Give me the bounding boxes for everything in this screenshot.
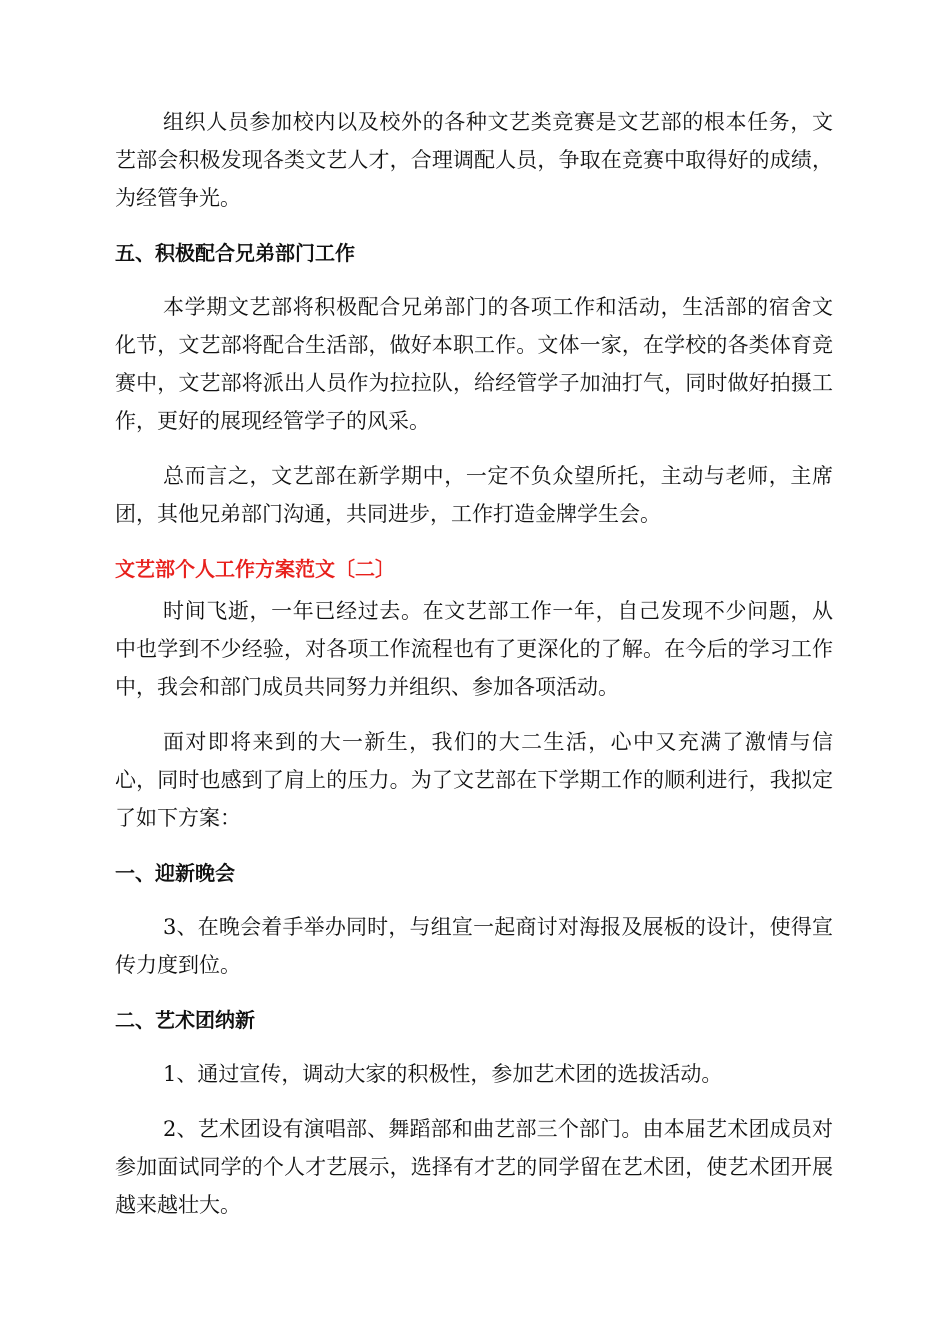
- paragraph-troupe-departments: 2、艺术团设有演唱部、舞蹈部和曲艺部三个部门。由本届艺术团成员对参加面试同学的个人才艺展示，选择有才艺的同学留在艺术团，使艺术团开展越来越壮大。: [115, 1117, 833, 1217]
- paragraph-summary: 总而言之，文艺部在新学期中，一定不负众望所托，主动与老师，主席团，其他兄弟部门沟通，共同进步，工作打造金牌学生会。: [115, 464, 833, 526]
- paragraph-year-review: 时间飞逝，一年已经过去。在文艺部工作一年，自己发现不少问题，从中也学到不少经验，对各项工作流程也有了更深化的了解。在今后的学习工作中，我会和部门成员共同努力并组织、参加各项活动。: [115, 599, 833, 699]
- paragraph-selection: 1、通过宣传，调动大家的积极性，参加艺术团的选拔活动。: [163, 1062, 723, 1086]
- heading-art-troupe-recruitment: 二、艺术团纳新: [115, 1008, 255, 1032]
- paragraph-publicity: 3、在晚会着手举办同时，与组宣一起商讨对海报及展板的设计，使得宣传力度到位。: [115, 915, 833, 977]
- paragraph-cooperation: 本学期文艺部将积极配合兄弟部门的各项工作和活动，生活部的宿舍文化节，文艺部将配合生活部，做好本职工作。文体一家，在学校的各类体育竞赛中，文艺部将派出人员作为拉拉队，给经管学子加油打气，同时做好拍摄工作，更好的展现经管学子的风采。: [115, 295, 833, 433]
- document-body: [115, 103, 833, 1241]
- heading-cooperate-departments: 五、积极配合兄弟部门工作: [115, 241, 355, 265]
- heading-welcome-party: 一、迎新晚会: [115, 861, 235, 885]
- paragraph-competitions: 组织人员参加校内以及校外的各种文艺类竞赛是文艺部的根本任务，文艺部会积极发现各类文艺人才，合理调配人员，争取在竞赛中取得好的成绩，为经管争光。: [115, 110, 833, 210]
- section-title: 文艺部个人工作方案范文〔二〕: [115, 557, 395, 581]
- paragraph-new-students: 面对即将来到的大一新生，我们的大二生活，心中又充满了激情与信心，同时也感到了肩上的压力。为了文艺部在下学期工作的顺利进行，我拟定了如下方案：: [115, 730, 833, 830]
